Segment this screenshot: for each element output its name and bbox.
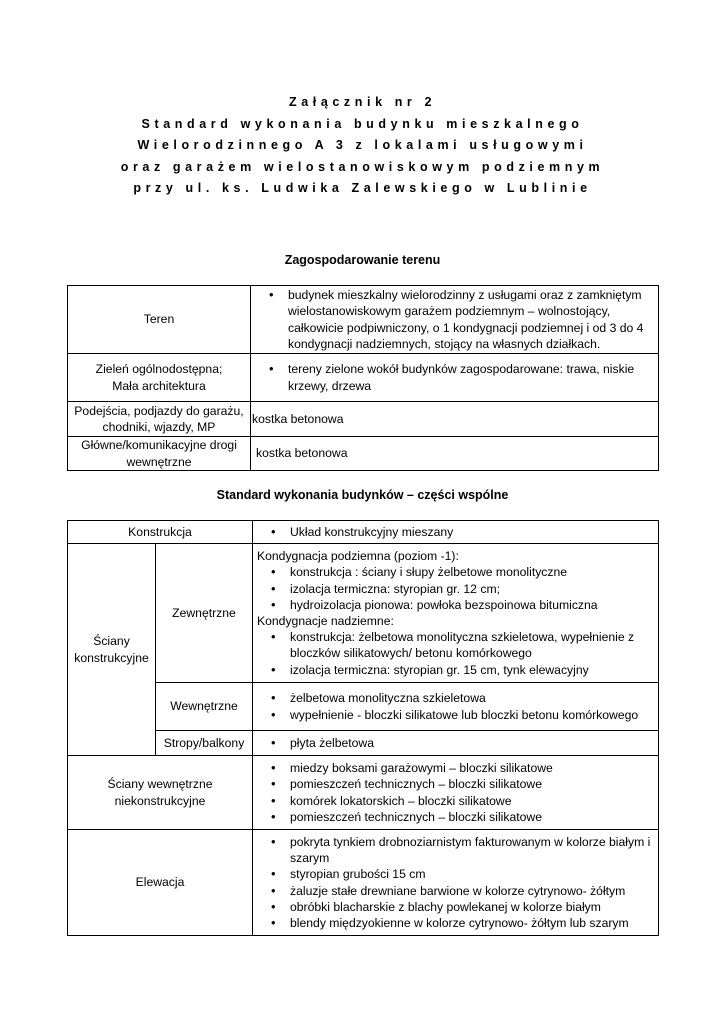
- list-item: • pomieszczeń technicznych – bloczki silikatowe: [290, 776, 654, 792]
- list-item: • żelbetowa monolityczna szkieletowa: [290, 690, 654, 706]
- row-label-sciany-konstrukcyjne: Ściany konstrukcyjne: [68, 544, 156, 756]
- document-header: [0, 92, 725, 200]
- standard-table: [67, 520, 659, 936]
- row-content: [251, 286, 659, 354]
- header-line-3: Wielorodzinnego A 3 z lokalami usługowymi: [137, 138, 588, 152]
- list-item: • komórek lokatorskich – bloczki silikatowe: [290, 793, 654, 809]
- table-row: [68, 544, 659, 683]
- row-value: kostka betonowa: [251, 402, 659, 437]
- table-row: [68, 286, 659, 354]
- list-item: • pomieszczeń technicznych – bloczki silikatowe: [290, 809, 654, 825]
- row-label: Główne/komunikacyjne drogi wewnętrzne: [68, 437, 251, 471]
- table-row: [68, 683, 659, 731]
- row-content: [253, 544, 659, 683]
- header-line-1: Załącznik nr 2: [288, 95, 437, 109]
- list-item: • płyta żelbetowa: [290, 735, 654, 751]
- list-item: • Układ konstrukcyjny mieszany: [290, 524, 654, 540]
- header-line-5: przy ul. ks. Ludwika Zalewskiego w Lublinie: [133, 181, 592, 195]
- table-row: [68, 402, 659, 437]
- sub-label-zewnetrzne: Zewnętrzne: [156, 544, 253, 683]
- list-item: • żaluzje stałe drewniane barwione w kolorze cytrynowo- żółtym: [290, 883, 654, 899]
- subheading: Kondygnacja podziemna (poziom -1):: [257, 549, 459, 564]
- row-content: [253, 830, 659, 936]
- table-row: [68, 437, 659, 471]
- list-item: • tereny zielone wokół budynków zagospodarowane: trawa, niskie krzewy, drzewa: [288, 361, 654, 393]
- list-item: • konstrukcja : ściany i słupy żelbetowe monolityczne: [290, 564, 654, 580]
- row-label: Zieleń ogólnodostępna; Mała architektura: [68, 354, 251, 402]
- list-item: • budynek mieszkalny wielorodzinny z usługami oraz z zamkniętym wielostanowiskowym garażem podziemnym – wolnostojący, całkowicie podpiwniczony, o 1 kondygnacji podziemnej i od 3 do 4 kondygnacji nadziemnych, stojący na własnych działkach.: [288, 287, 654, 352]
- table-row: [68, 354, 659, 402]
- terrain-table: [67, 285, 659, 471]
- section-title-standard: Standard wykonania budynków – części wspólne: [216, 488, 509, 502]
- row-label-konstrukcja: Konstrukcja: [68, 521, 253, 544]
- row-label-elewacja: Elewacja: [68, 830, 253, 936]
- table-row: [68, 521, 659, 544]
- table-row: [68, 756, 659, 830]
- row-label: Podejścia, podjazdy do garażu, chodniki, wjazdy, MP: [68, 402, 251, 437]
- list-item: • styropian grubości 15 cm: [290, 866, 654, 882]
- subheading: Kondygnacje nadziemne:: [257, 614, 394, 628]
- list-item: • izolacja termiczna: styropian gr. 15 cm, tynk elewacyjny: [290, 662, 654, 678]
- row-content: [253, 731, 659, 756]
- row-content: [253, 756, 659, 830]
- row-label-sciany-wewnetrzne: Ściany wewnętrzne niekonstrukcyjne: [68, 756, 253, 830]
- header-line-2: Standard wykonania budynku mieszkalnego: [141, 116, 584, 131]
- list-item: • miedzy boksami garażowymi – bloczki silikatowe: [290, 760, 654, 776]
- list-item: • konstrukcja: żelbetowa monolityczna szkieletowa, wypełnienie z bloczków silikatowych/ betonu komórkowego: [290, 629, 654, 661]
- row-label: Teren: [68, 286, 251, 354]
- list-item: • izolacja termiczna: styropian gr. 12 cm;: [290, 581, 654, 597]
- table-row: [68, 830, 659, 936]
- list-item: • obróbki blacharskie z blachy powlekanej w kolorze białym: [290, 899, 654, 915]
- list-item: • blendy międzyokienne w kolorze cytrynowo- żółtym lub szarym: [290, 915, 654, 931]
- section-title-zagospodarowanie: Zagospodarowanie terenu: [284, 253, 441, 267]
- row-content: [253, 683, 659, 731]
- row-content: [253, 521, 659, 544]
- sub-label-wewnetrzne: Wewnętrzne: [156, 683, 253, 731]
- list-item: • wypełnienie - bloczki silikatowe lub bloczki betonu komórkowego: [290, 707, 654, 723]
- table-row: [68, 731, 659, 756]
- sub-label-stropy: Stropy/balkony: [156, 731, 253, 756]
- row-content: [251, 354, 659, 402]
- row-value: kostka betonowa: [251, 437, 659, 471]
- list-item: • hydroizolacja pionowa: powłoka bezspoinowa bitumiczna: [290, 597, 654, 613]
- list-item: • pokryta tynkiem drobnoziarnistym fakturowanym w kolorze białym i szarym: [290, 834, 654, 866]
- header-line-4: oraz garażem wielostanowiskowym podziemnym: [120, 159, 605, 174]
